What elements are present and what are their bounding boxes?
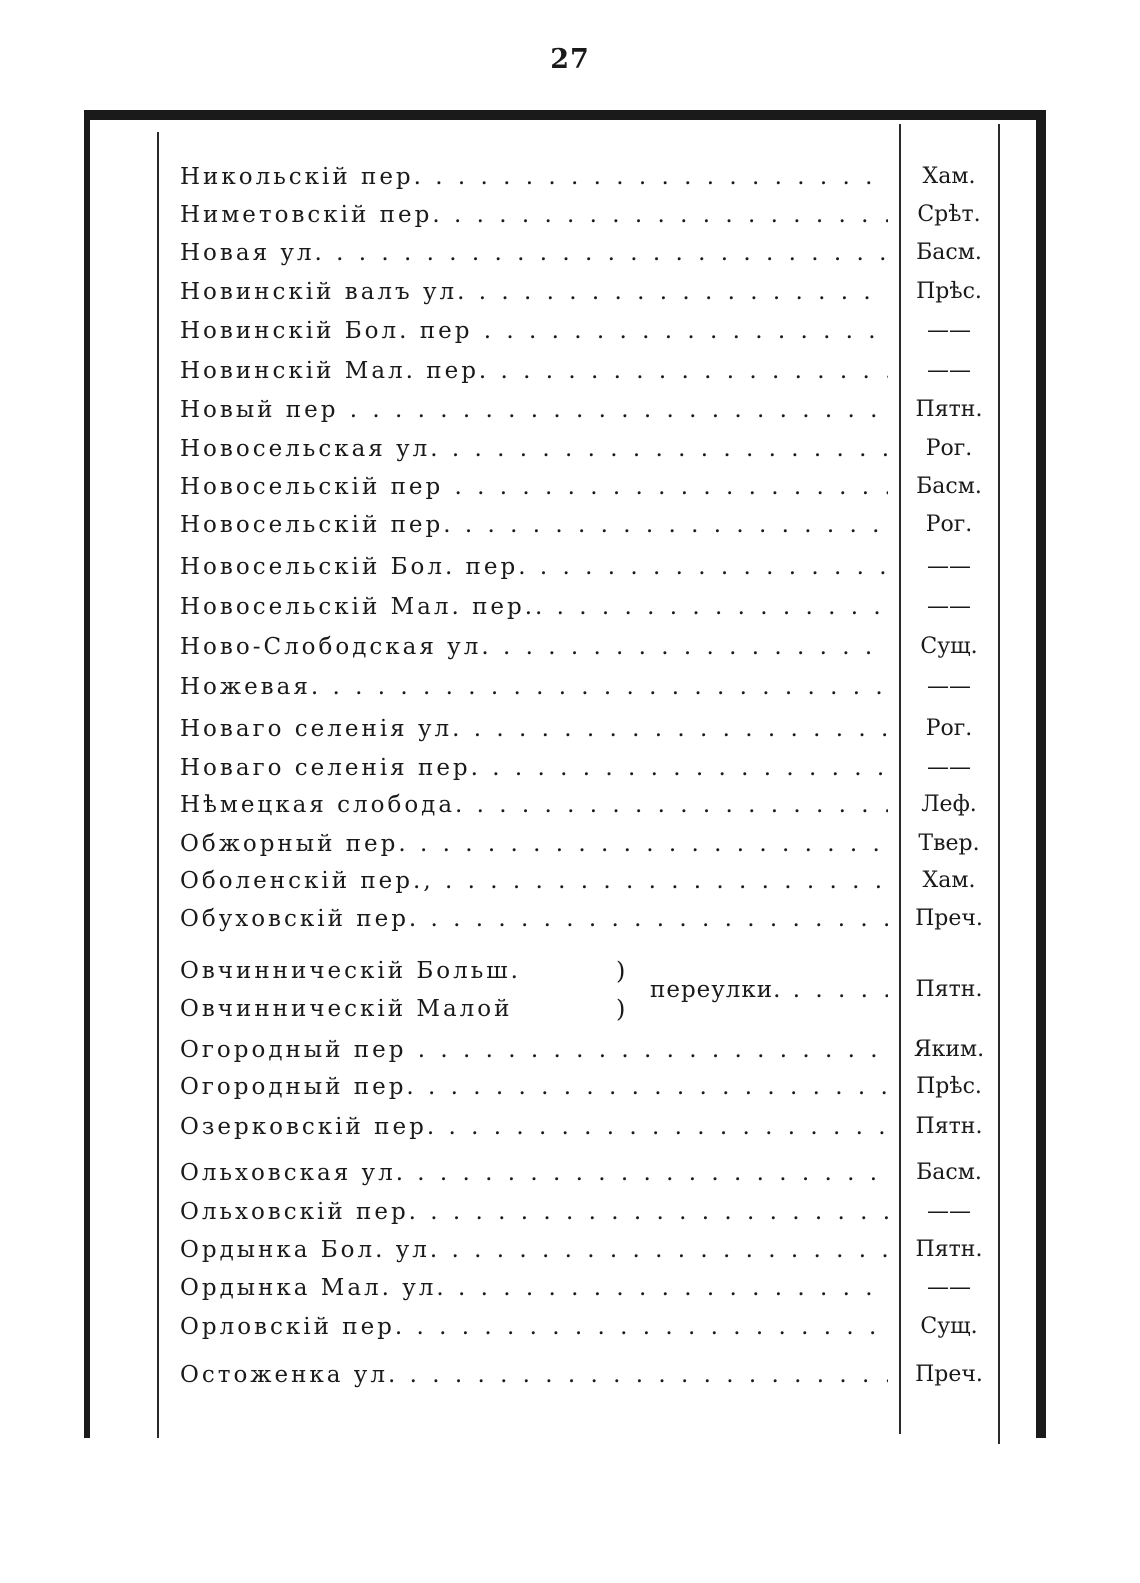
street-row bbox=[180, 1110, 990, 1144]
street-row bbox=[180, 670, 990, 704]
bracket: ) bbox=[616, 995, 626, 1023]
street-row bbox=[180, 1271, 990, 1305]
street-name: Новаго селенія ул. . . . bbox=[180, 712, 888, 746]
street-row bbox=[180, 864, 990, 898]
street-row bbox=[180, 160, 990, 194]
street-name: Огородный пер . . . bbox=[180, 1033, 888, 1067]
street-row bbox=[180, 788, 990, 822]
street-row bbox=[180, 1033, 990, 1067]
street-row bbox=[180, 902, 990, 936]
page-number: 27 bbox=[550, 44, 590, 75]
street-name: Новинскій валъ ул. . . . bbox=[180, 275, 888, 309]
street-name: Новосельскій пер . . . bbox=[180, 470, 888, 504]
left-border bbox=[84, 110, 90, 1438]
district-abbr: Сущ. bbox=[920, 634, 978, 659]
street-row bbox=[180, 198, 990, 232]
district-abbr: —— bbox=[927, 1199, 971, 1224]
street-row bbox=[180, 393, 990, 427]
street-name: Остоженка ул. . . . bbox=[180, 1358, 888, 1392]
street-name: Новосельскій Бол. пер. . . . bbox=[180, 550, 888, 584]
district-abbr: Преч. bbox=[915, 906, 983, 931]
district-abbr: —— bbox=[927, 594, 971, 619]
street-row bbox=[180, 630, 990, 664]
district-abbr: Сущ. bbox=[920, 1314, 978, 1339]
district-abbr: Хам. bbox=[922, 164, 976, 189]
street-name: Ордынка Бол. ул. . . . bbox=[180, 1233, 888, 1267]
street-row bbox=[180, 751, 990, 785]
right-border bbox=[1036, 110, 1046, 1438]
district-abbr: Яким. bbox=[913, 1037, 985, 1062]
street-name: Оболенскій пер., . . . bbox=[180, 864, 888, 898]
district-abbr: Рог. bbox=[925, 436, 973, 461]
district-abbr: Хам. bbox=[922, 868, 976, 893]
district-abbr: —— bbox=[927, 755, 971, 780]
district-abbr: —— bbox=[927, 358, 971, 383]
street-row bbox=[180, 1233, 990, 1267]
street-row bbox=[180, 712, 990, 746]
district-abbr: Срѣт. bbox=[917, 202, 981, 227]
district-abbr: Преч. bbox=[915, 1362, 983, 1387]
street-row bbox=[180, 550, 990, 584]
district-abbr: —— bbox=[927, 318, 971, 343]
inner-right-line bbox=[998, 124, 1000, 1444]
group-label: переулки. . . . bbox=[650, 973, 888, 1007]
street-name: Овчинническій Малой bbox=[180, 996, 513, 1022]
grouped-entry bbox=[180, 954, 990, 1034]
street-name: Ордынка Мал. ул. . . . bbox=[180, 1271, 888, 1305]
district-abbr: Басм. bbox=[916, 240, 982, 265]
street-row bbox=[180, 508, 990, 542]
district-abbr: Пятн. bbox=[915, 1237, 983, 1262]
district-abbr: —— bbox=[927, 1275, 971, 1300]
inner-left-line bbox=[157, 132, 159, 1438]
street-row bbox=[180, 236, 990, 270]
district-abbr: Прѣс. bbox=[916, 279, 982, 304]
street-row bbox=[180, 432, 990, 466]
district-abbr: Пятн. bbox=[915, 1114, 983, 1139]
street-name: Ольховскій пер. . . . bbox=[180, 1195, 888, 1229]
street-name: Обжорный пер. . . . bbox=[180, 827, 888, 861]
street-name: Ольховская ул. . . . bbox=[180, 1156, 888, 1190]
street-name: Орловскій пер. . . . bbox=[180, 1310, 888, 1344]
street-name: Новый пер . . . bbox=[180, 393, 888, 427]
street-name: Новосельская ул. . . . bbox=[180, 432, 888, 466]
district-abbr: —— bbox=[927, 554, 971, 579]
district-abbr: Пятн. bbox=[915, 977, 983, 1002]
street-name: Новосельскій Мал. пер.. . . . bbox=[180, 590, 888, 624]
street-name: Ножевая. . . . bbox=[180, 670, 888, 704]
street-name: Новая ул. . . . bbox=[180, 236, 888, 270]
street-name: Озерковскій пер. . . . bbox=[180, 1110, 888, 1144]
street-name: Ново-Слободская ул. . . . bbox=[180, 630, 888, 664]
district-abbr: Твер. bbox=[918, 831, 980, 856]
street-row bbox=[180, 275, 990, 309]
street-name: Овчинническій Больш. bbox=[180, 958, 521, 984]
street-name: Новаго селенія пер. . . . bbox=[180, 751, 888, 785]
bracket: ) bbox=[616, 957, 626, 985]
street-row bbox=[180, 314, 990, 348]
street-name: Нѣмецкая слобода. . . . bbox=[180, 788, 888, 822]
street-row bbox=[180, 1156, 990, 1190]
top-rule bbox=[84, 110, 1046, 120]
street-row bbox=[180, 1070, 990, 1104]
district-abbr: Прѣс. bbox=[916, 1074, 982, 1099]
street-name: Обуховскій пер. . . . bbox=[180, 902, 888, 936]
street-name: Новинскій Мал. пер. . . . bbox=[180, 354, 888, 388]
street-row bbox=[180, 827, 990, 861]
district-abbr: Басм. bbox=[916, 1160, 982, 1185]
street-row bbox=[180, 354, 990, 388]
street-row bbox=[180, 1358, 990, 1392]
district-abbr: —— bbox=[927, 674, 971, 699]
street-name: Новинскій Бол. пер . . . bbox=[180, 314, 888, 348]
district-abbr: Рог. bbox=[925, 716, 973, 741]
district-abbr: Леф. bbox=[921, 792, 977, 817]
district-abbr: Басм. bbox=[916, 474, 982, 499]
street-name: Новосельскій пер. . . . bbox=[180, 508, 888, 542]
street-row bbox=[180, 1195, 990, 1229]
district-abbr: Рог. bbox=[925, 512, 973, 537]
district-abbr: Пятн. bbox=[915, 397, 983, 422]
street-name: Ниметовскій пер. . . . bbox=[180, 198, 888, 232]
street-row bbox=[180, 590, 990, 624]
street-name: Никольскій пер. . . . bbox=[180, 160, 888, 194]
street-row bbox=[180, 470, 990, 504]
street-row bbox=[180, 1310, 990, 1344]
street-name: Огородный пер. . . . bbox=[180, 1070, 888, 1104]
